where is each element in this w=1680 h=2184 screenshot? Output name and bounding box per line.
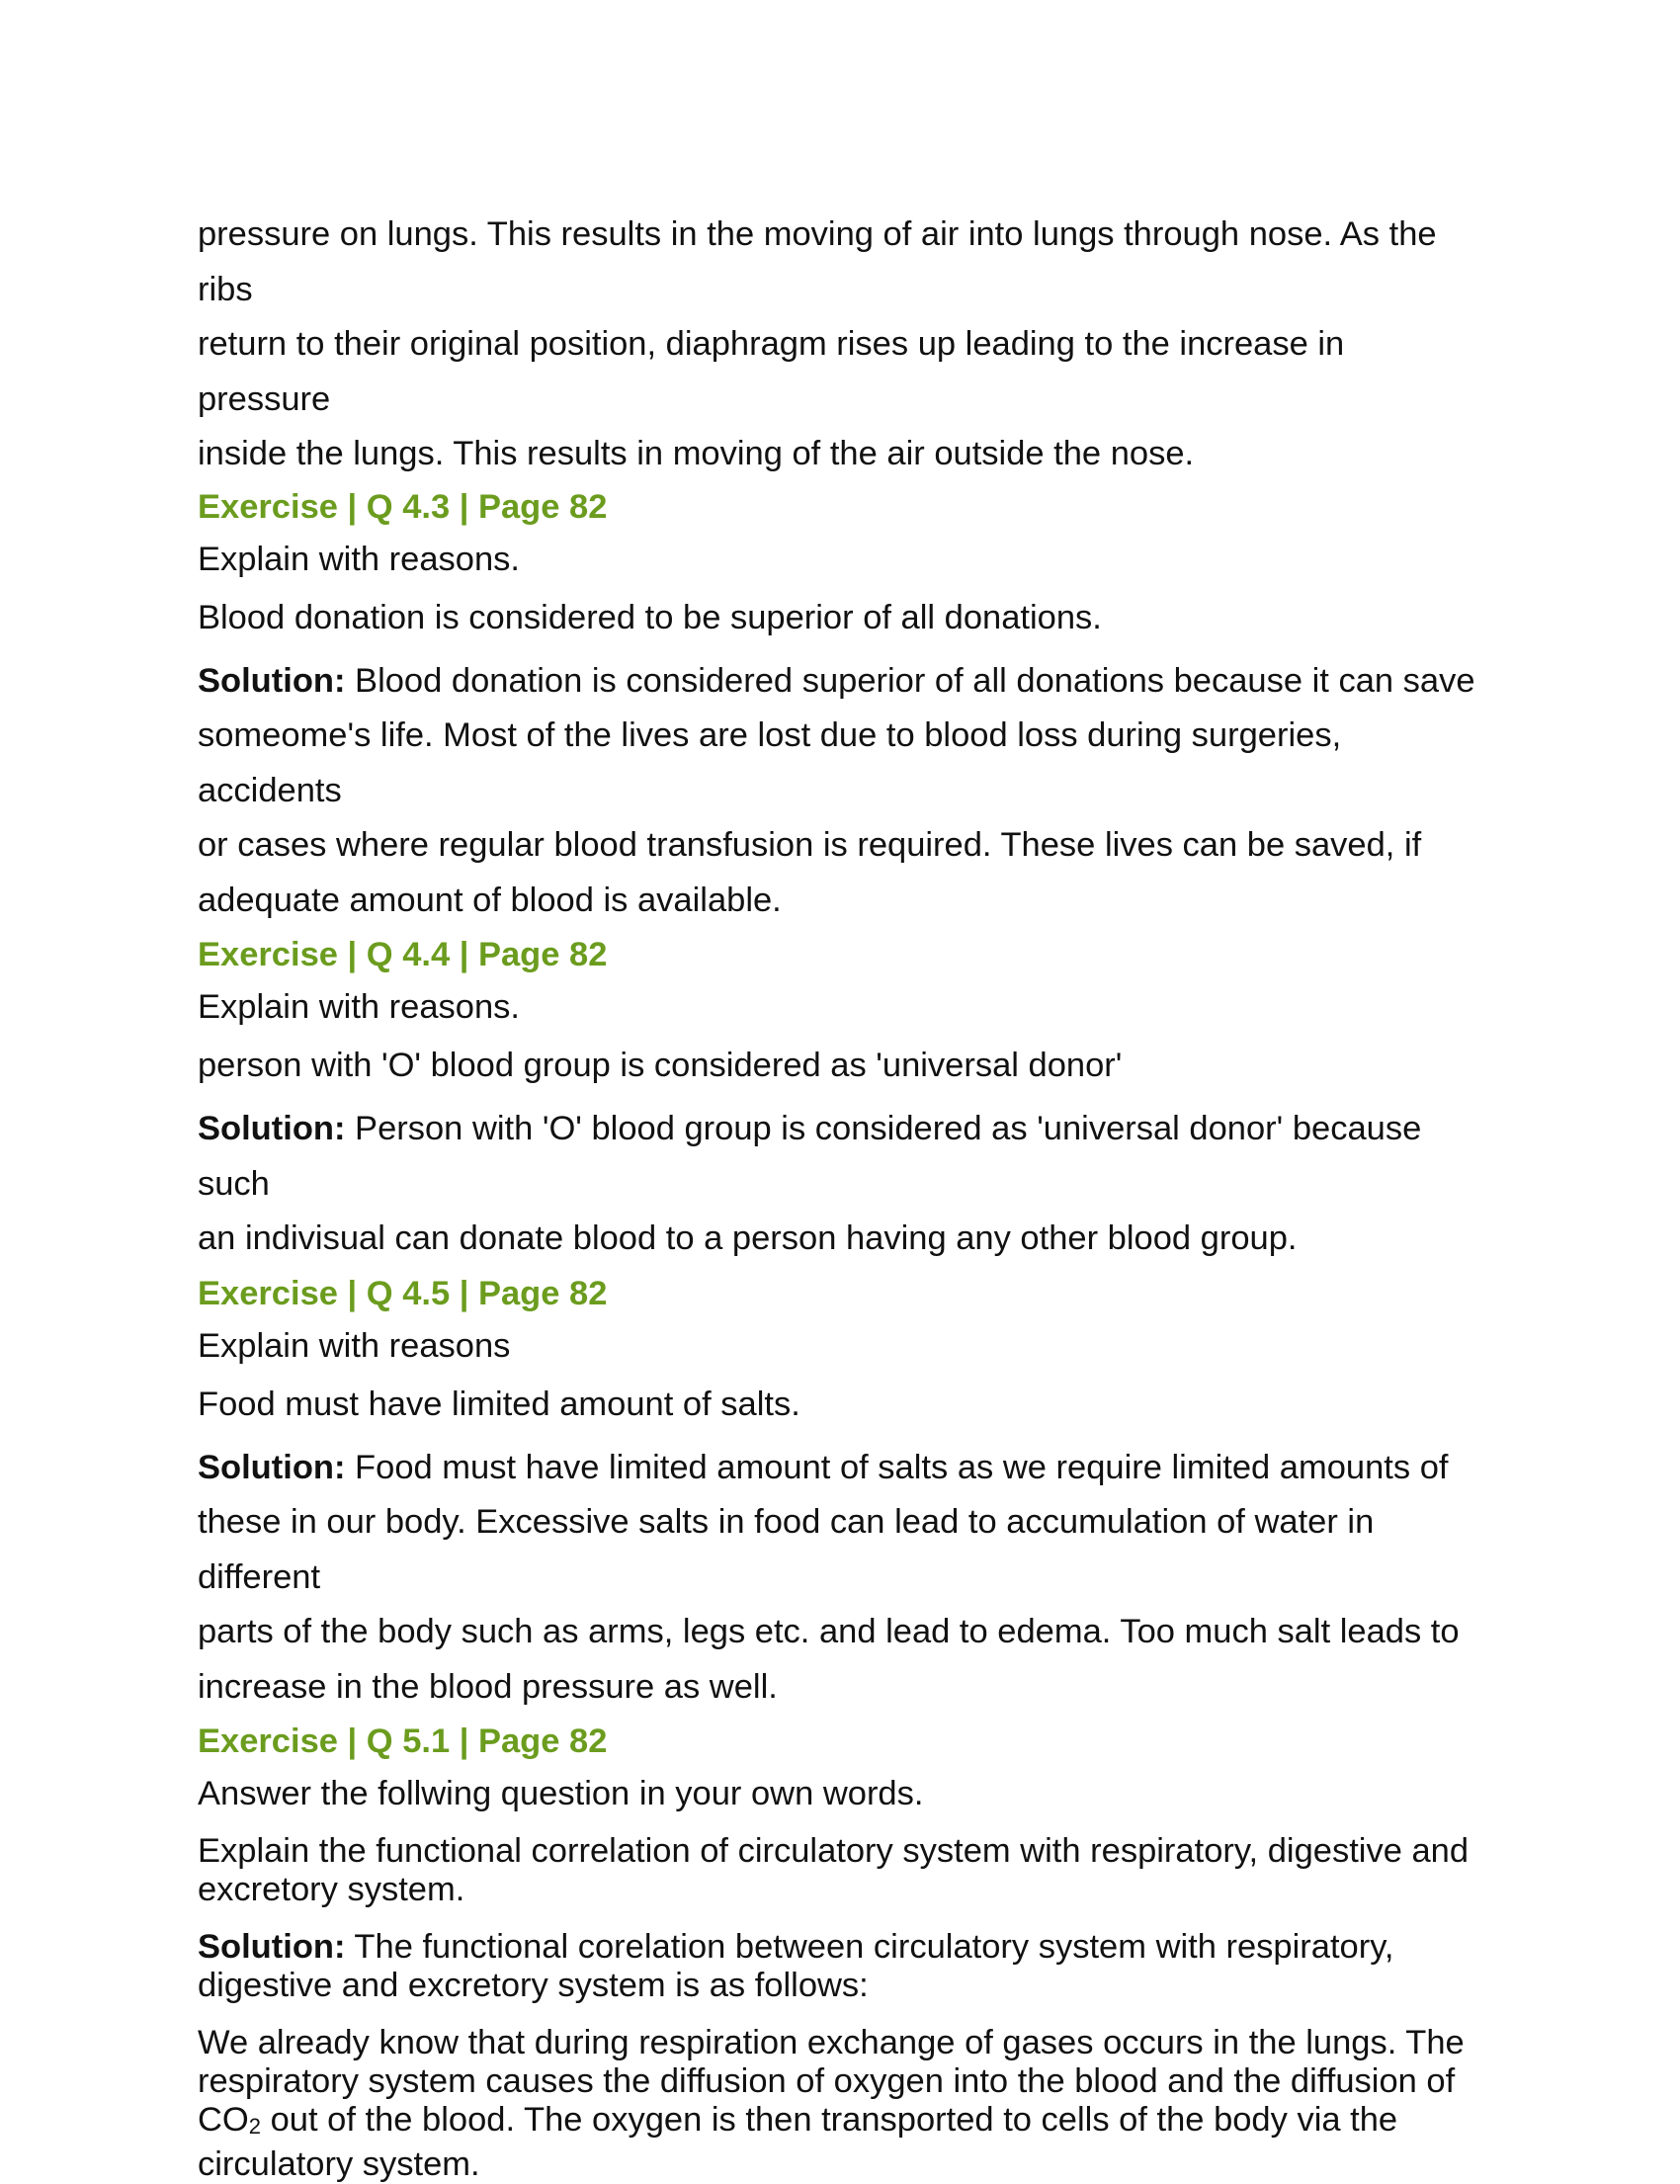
solution-text: Blood donation is considered superior of all donations because it can save — [345, 661, 1475, 700]
paragraph-line — [198, 2101, 1482, 2145]
paragraph-text: out of the blood. The oxygen is then transported to cells of the body via the — [261, 2101, 1398, 2139]
solution-label: Solution: — [198, 661, 346, 700]
document-page — [198, 208, 1482, 2184]
question-text: Blood donation is considered to be superior of all donations. — [198, 598, 1102, 636]
intro-line: inside the lungs. This results in moving of the air outside the nose. — [198, 435, 1195, 472]
question-prompt: Explain with reasons. — [198, 540, 520, 578]
solution-label: Solution: — [198, 1448, 346, 1486]
question-prompt: Explain with reasons. — [198, 988, 520, 1026]
solution-text: The functional corelation between circulatory system with respiratory, — [345, 1928, 1394, 1966]
question-line: excretory system. — [198, 1871, 465, 1908]
solution-line — [198, 654, 1482, 710]
intro-line: return to their original position, diaphragm rises up leading to the increase in pressure — [198, 325, 1345, 418]
intro-paragraph — [198, 208, 1482, 482]
solution-block — [198, 654, 1482, 929]
question-prompt: Explain with reasons — [198, 1326, 511, 1365]
solution-line: someome's life. Most of the lives are lost due to blood loss during surgeries, accidents — [198, 716, 1342, 809]
question-line: Explain the functional correlation of circulatory system with respiratory, digestive and — [198, 1832, 1470, 1870]
solution-block — [198, 1441, 1482, 1716]
solution-line: increase in the blood pressure as well. — [198, 1667, 778, 1706]
intro-line: pressure on lungs. This results in the moving of air into lungs through nose. As the ribs — [198, 215, 1437, 308]
solution-line: these in our body. Excessive salts in food can lead to accumulation of water in different — [198, 1503, 1375, 1596]
solution-line — [198, 1102, 1482, 1212]
solution-label: Solution: — [198, 1928, 346, 1966]
question-text: Food must have limited amount of salts. — [198, 1385, 800, 1423]
solution-line: an indivisual can donate blood to a person having any other blood group. — [198, 1219, 1298, 1257]
question-prompt: Answer the follwing question in your own words. — [198, 1775, 924, 1812]
question-text — [198, 1832, 1482, 1909]
solution-line — [198, 1928, 1482, 1967]
solution-line: or cases where regular blood transfusion is required. These lives can be saved, if — [198, 826, 1422, 864]
question-text: person with 'O' blood group is considered as 'universal donor' — [198, 1047, 1123, 1084]
exercise-q45 — [198, 1267, 1482, 1716]
exercise-heading: Exercise | Q 5.1 | Page 82 — [198, 1722, 608, 1760]
solution-line — [198, 1441, 1482, 1496]
solution-line: parts of the body such as arms, legs etc. and lead to edema. Too much salt leads to — [198, 1613, 1460, 1650]
paragraph-line: circulatory system. — [198, 2145, 480, 2183]
exercise-q43 — [198, 480, 1482, 929]
paragraph-line: We already know that during respiration exchange of gases occurs in the lungs. The — [198, 2024, 1465, 2061]
paragraph-line: respiratory system causes the diffusion of oxygen into the blood and the diffusion of — [198, 2062, 1456, 2100]
exercise-q51 — [198, 1715, 1482, 2184]
exercise-heading: Exercise | Q 4.5 | Page 82 — [198, 1274, 608, 1312]
solution-block — [198, 1928, 1482, 2005]
solution-text: Person with 'O' blood group is considered as 'universal donor' because such — [198, 1110, 1422, 1203]
exercise-q44 — [198, 928, 1482, 1267]
exercise-heading: Exercise | Q 4.3 | Page 82 — [198, 487, 608, 526]
solution-text: Food must have limited amount of salts as we require limited amounts of — [345, 1448, 1449, 1486]
solution-label: Solution: — [198, 1110, 346, 1147]
co2-symbol: CO — [198, 2101, 249, 2139]
solution-block — [198, 1102, 1482, 1267]
exercise-heading: Exercise | Q 4.4 | Page 82 — [198, 936, 608, 973]
solution-line: adequate amount of blood is available. — [198, 881, 782, 919]
co2-subscript: 2 — [248, 2114, 261, 2139]
solution-line: digestive and excretory system is as follows: — [198, 1967, 869, 2004]
respiratory-paragraph — [198, 2024, 1482, 2184]
